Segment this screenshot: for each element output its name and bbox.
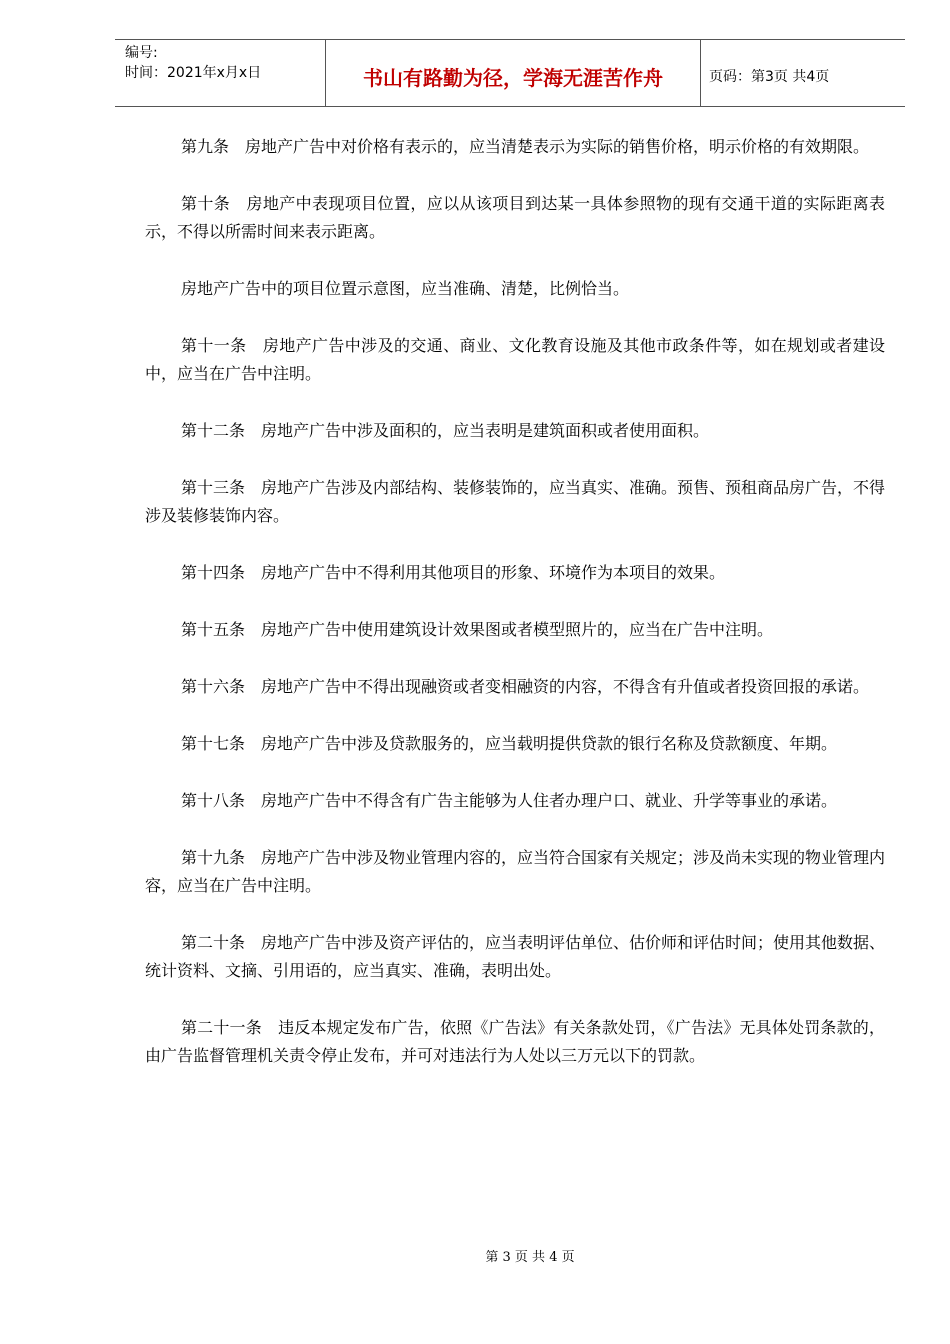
article-paragraph: 第十八条 房地产广告中不得含有广告主能够为人住者办理户口、就业、升学等事业的承诺。 (181, 791, 838, 810)
time-label: 时间：2021年x月x日 (125, 65, 262, 81)
article-paragraph: 第二十一条 违反本规定发布广告，依照《广告法》有关条款处罚，《广告法》无具体处罚条款的，由广告监督管理机关责令停止发布，并可对违法行为人处以三万元以下的罚款。 (145, 1018, 885, 1065)
page-header (115, 39, 905, 107)
article-paragraph: 第十二条 房地产广告中涉及面积的，应当表明是建筑面积或者使用面积。 (181, 421, 710, 440)
article-paragraph: 房地产广告中的项目位置示意图，应当准确、清楚，比例恰当。 (181, 279, 630, 298)
article-paragraph: 第十一条 房地产广告中涉及的交通、商业、文化教育设施及其他市政条件等，如在规划或者建设中，应当在广告中注明。 (145, 336, 885, 383)
article-paragraph: 第十六条 房地产广告中不得出现融资或者变相融资的内容，不得含有升值或者投资回报的承诺。 (181, 677, 870, 696)
article-paragraph: 第十五条 房地产广告中使用建筑设计效果图或者模型照片的，应当在广告中注明。 (181, 620, 774, 639)
article-paragraph: 第十七条 房地产广告中涉及贷款服务的，应当载明提供贷款的银行名称及贷款额度、年期。 (181, 734, 838, 753)
article-paragraph: 第九条 房地产广告中对价格有表示的，应当清楚表示为实际的销售价格，明示价格的有效期限。 (181, 137, 870, 156)
document-body (145, 133, 885, 1099)
article-paragraph: 第十条 房地产中表现项目位置，应以从该项目到达某一具体参照物的现有交通干道的实际距离表示，不得以所需时间来表示距离。 (145, 194, 885, 241)
header-motto: 书山有路勤为径，学海无涯苦作舟 (326, 40, 701, 107)
number-label: 编号: (125, 45, 158, 61)
article-paragraph: 第十四条 房地产广告中不得利用其他项目的形象、环境作为本项目的效果。 (181, 563, 726, 582)
page-footer: 第 3 页 共 4 页 (485, 1250, 575, 1265)
article-paragraph: 第二十条 房地产广告中涉及资产评估的，应当表明评估单位、估价师和评估时间；使用其他数据、统计资料、文摘、引用语的，应当真实、准确，表明出处。 (145, 933, 886, 980)
header-meta-cell (115, 40, 326, 107)
article-paragraph: 第十三条 房地产广告涉及内部结构、装修装饰的，应当真实、准确。预售、预租商品房广告，不得涉及装修装饰内容。 (145, 478, 886, 525)
header-page-info: 页码：第3页 共4页 (701, 40, 906, 107)
article-paragraph: 第十九条 房地产广告中涉及物业管理内容的，应当符合国家有关规定；涉及尚未实现的物业管理内容，应当在广告中注明。 (145, 848, 886, 895)
